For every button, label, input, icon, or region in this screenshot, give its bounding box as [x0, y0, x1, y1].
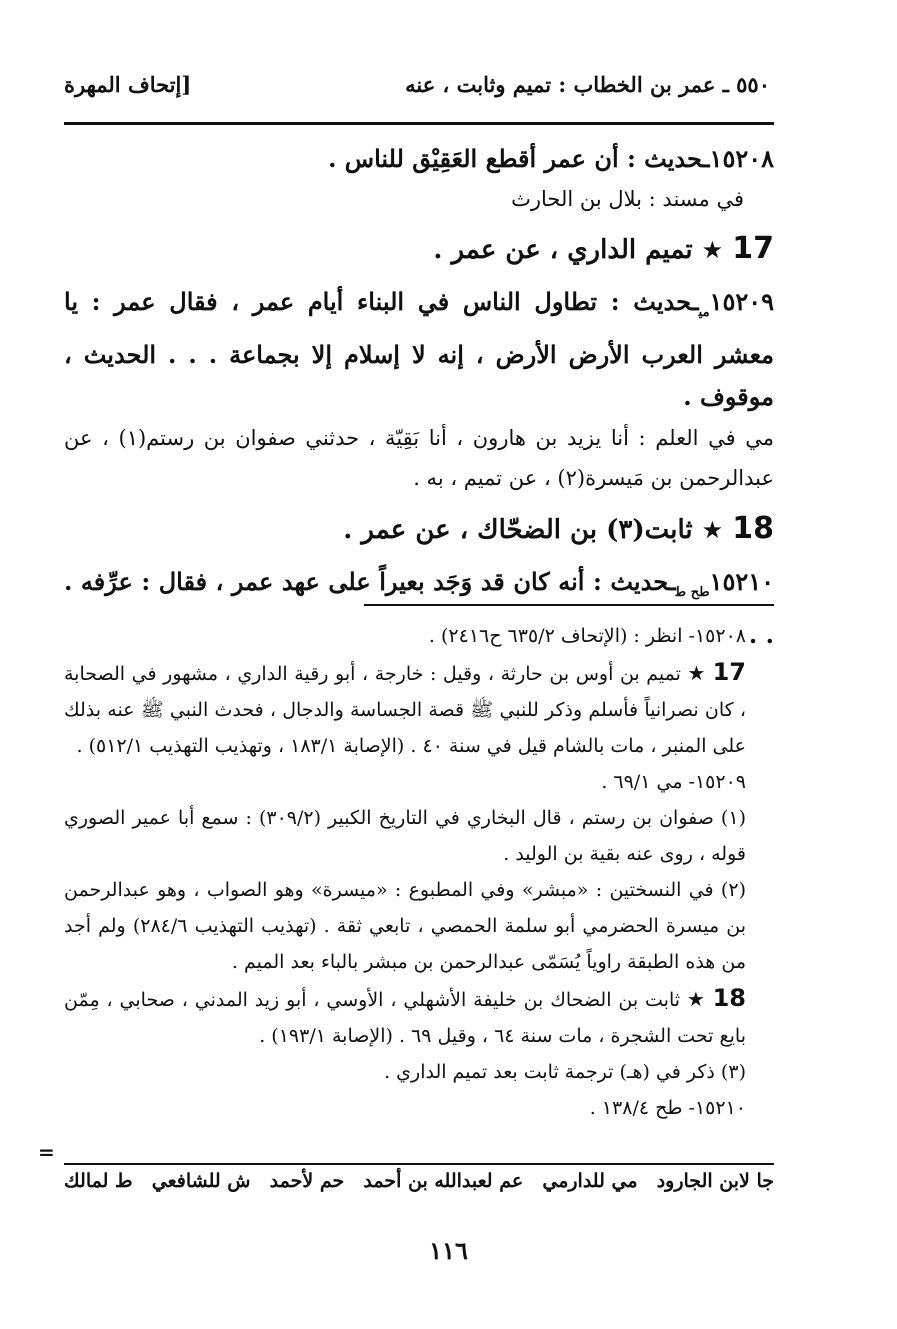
- footnote: [64, 654, 774, 764]
- star-icon: ★: [686, 987, 706, 1011]
- footnote: (١) صفوان بن رستم ، قال البخاري في التاريخ الكبير (٣٠٩/٢) : سمع أبا عمير الصوري قوله ، روى عنه بقية بن الوليد .: [64, 807, 746, 865]
- running-header: [64, 68, 770, 108]
- hadith-15209: $١٥٢٠٩_{مي}ـحديث$ : تطاول الناس في البناء أيام عمر ، فقال عمر : يا معشر العرب الأرض الأرض ، إنه لا إسلام إلا بجماعة . . . الحديث ، موقوف .: [64, 287, 774, 411]
- header-rule: [64, 122, 774, 125]
- continuation-mark: =: [38, 1140, 55, 1164]
- abbreviation: ط لمالك: [64, 1170, 133, 1192]
- hadith-number: ١٥٢٠٩: [709, 287, 774, 316]
- star-icon: ★: [701, 236, 724, 264]
- footnote: ١٥٢١٠- طح ١٣٨/٤ .: [589, 1097, 746, 1119]
- narrator-name: ثابت(٣) بن الضحّاك ، عن عمر .: [343, 514, 693, 545]
- footnote: (٣) ذكر في (هـ) ترجمة ثابت بعد تميم الداري .: [384, 1061, 746, 1083]
- note-text: تميم بن أوس بن حارثة ، وقيل : خارجة ، أبو رقية الداري ، مشهور في الصحابة ، كان نصرانياً فأسلم وذكر للنبي ﷺ قصة الجساسة والدجال ، فحدث النبي ﷺ عنه بذلك على المنبر ، مات بالشام قيل في سنة ٤٠ . (الإصابة ١٨٣/١ ، وتهذيب التهذيب ٥١٢/١) .: [64, 663, 746, 757]
- abbreviation: ش للشافعي: [151, 1170, 251, 1192]
- narrator-heading-18: [64, 502, 774, 557]
- narrator-name: تميم الداري ، عن عمر .: [433, 235, 693, 265]
- hadith-sigla: طح ط: [675, 584, 710, 600]
- isnad-text: مي في العلم : أنا يزيد بن هارون ، أنا بَقِيّة ، حدثني صفوان بن رستم(١) ، عن عبدالرحمن بن مَيسرة(٢) ، عن تميم ، به .: [64, 425, 774, 490]
- hadith-15210: $١٥٢١٠_{طح ط}ـحديث$ : أنه كان قد وَجَد بعيراً على عهد عمر ، فقال : عرِّفه . . .: [64, 566, 774, 649]
- abbreviation: مي للدارمي: [542, 1170, 638, 1192]
- hadith-15208: ١٥٢٠٨ـحديث : أن عمر أقطع العَقِيْق للناس .: [328, 144, 774, 173]
- main-text: [64, 138, 774, 656]
- footnote: (٢) في النسختين : «مبشر» وفي المطبوع : «ميسرة» وهو الصواب ، وهو عبدالرحمن بن ميسرة الحضرمي أبو سلمة الحمصي ، تابعي ثقة . (تهذيب التهذيب ٢٨٤/٦) ولم أجد من هذه الطبقة راوياً يُسَمّى عبدالرحمن بن مبشر بالباء بعد الميم .: [64, 879, 747, 973]
- footnote: [64, 980, 774, 1054]
- abbreviation: جا لابن الجارود: [656, 1170, 774, 1192]
- hadith-number: ١٥٢٠٨: [709, 144, 774, 173]
- page-number: ١١٦: [429, 1236, 468, 1265]
- narrator-heading-17: [64, 222, 774, 277]
- note-text: ثابت بن الضحاك بن خليفة الأشهلي ، الأوسي ، أبو زيد المدني ، صحابي ، مِمّن بايع تحت الشجرة ، مات سنة ٦٤ ، وقيل ٦٩ . (الإصابة ١٩٣/١) .: [64, 989, 746, 1047]
- chapter-title: ٥٥٠ ـ عمر بن الخطاب : تميم وثابت ، عنه: [405, 72, 770, 97]
- source-reference: في مسند : بلال بن الحارث: [511, 187, 744, 211]
- abbreviation: حم لأحمد: [269, 1170, 345, 1192]
- footnote: ١٥٢٠٨- انظر : (الإتحاف ٦٣٥/٢ ح٢٤١٦) .: [428, 625, 746, 647]
- note-number: 18: [712, 984, 746, 1012]
- hadith-sigla: مي: [698, 304, 710, 320]
- abbreviations-rule: [64, 1163, 774, 1165]
- narrator-number: 18: [732, 510, 774, 546]
- footnote: ١٥٢٠٩- مي ٦٩/١ .: [601, 771, 746, 793]
- star-icon: ★: [701, 515, 724, 544]
- narrator-number: 17: [732, 231, 774, 266]
- hadith-text: حديث : أنه كان قد وَجَد بعيراً على عهد عمر ، فقال : عرِّفه . . .: [64, 566, 774, 649]
- book-title: [إتحاف المهرة: [64, 72, 192, 97]
- footnotes: [64, 618, 774, 1126]
- abbreviations-key: [64, 1170, 774, 1192]
- abbreviation: عم لعبدالله بن أحمد: [363, 1170, 524, 1192]
- hadith-text: حديث : أن عمر أقطع العَقِيْق للناس .: [328, 144, 703, 173]
- note-number: 17: [712, 658, 747, 686]
- star-icon: ★: [687, 661, 707, 685]
- hadith-text: حديث : تطاول الناس في البناء أيام عمر ، فقال عمر : يا معشر العرب الأرض الأرض ، إنه لا إسلام إلا بجماعة . . . الحديث ، موقوف .: [64, 287, 774, 411]
- hadith-number: ١٥٢١٠: [709, 566, 774, 596]
- footnote-rule: [364, 604, 774, 606]
